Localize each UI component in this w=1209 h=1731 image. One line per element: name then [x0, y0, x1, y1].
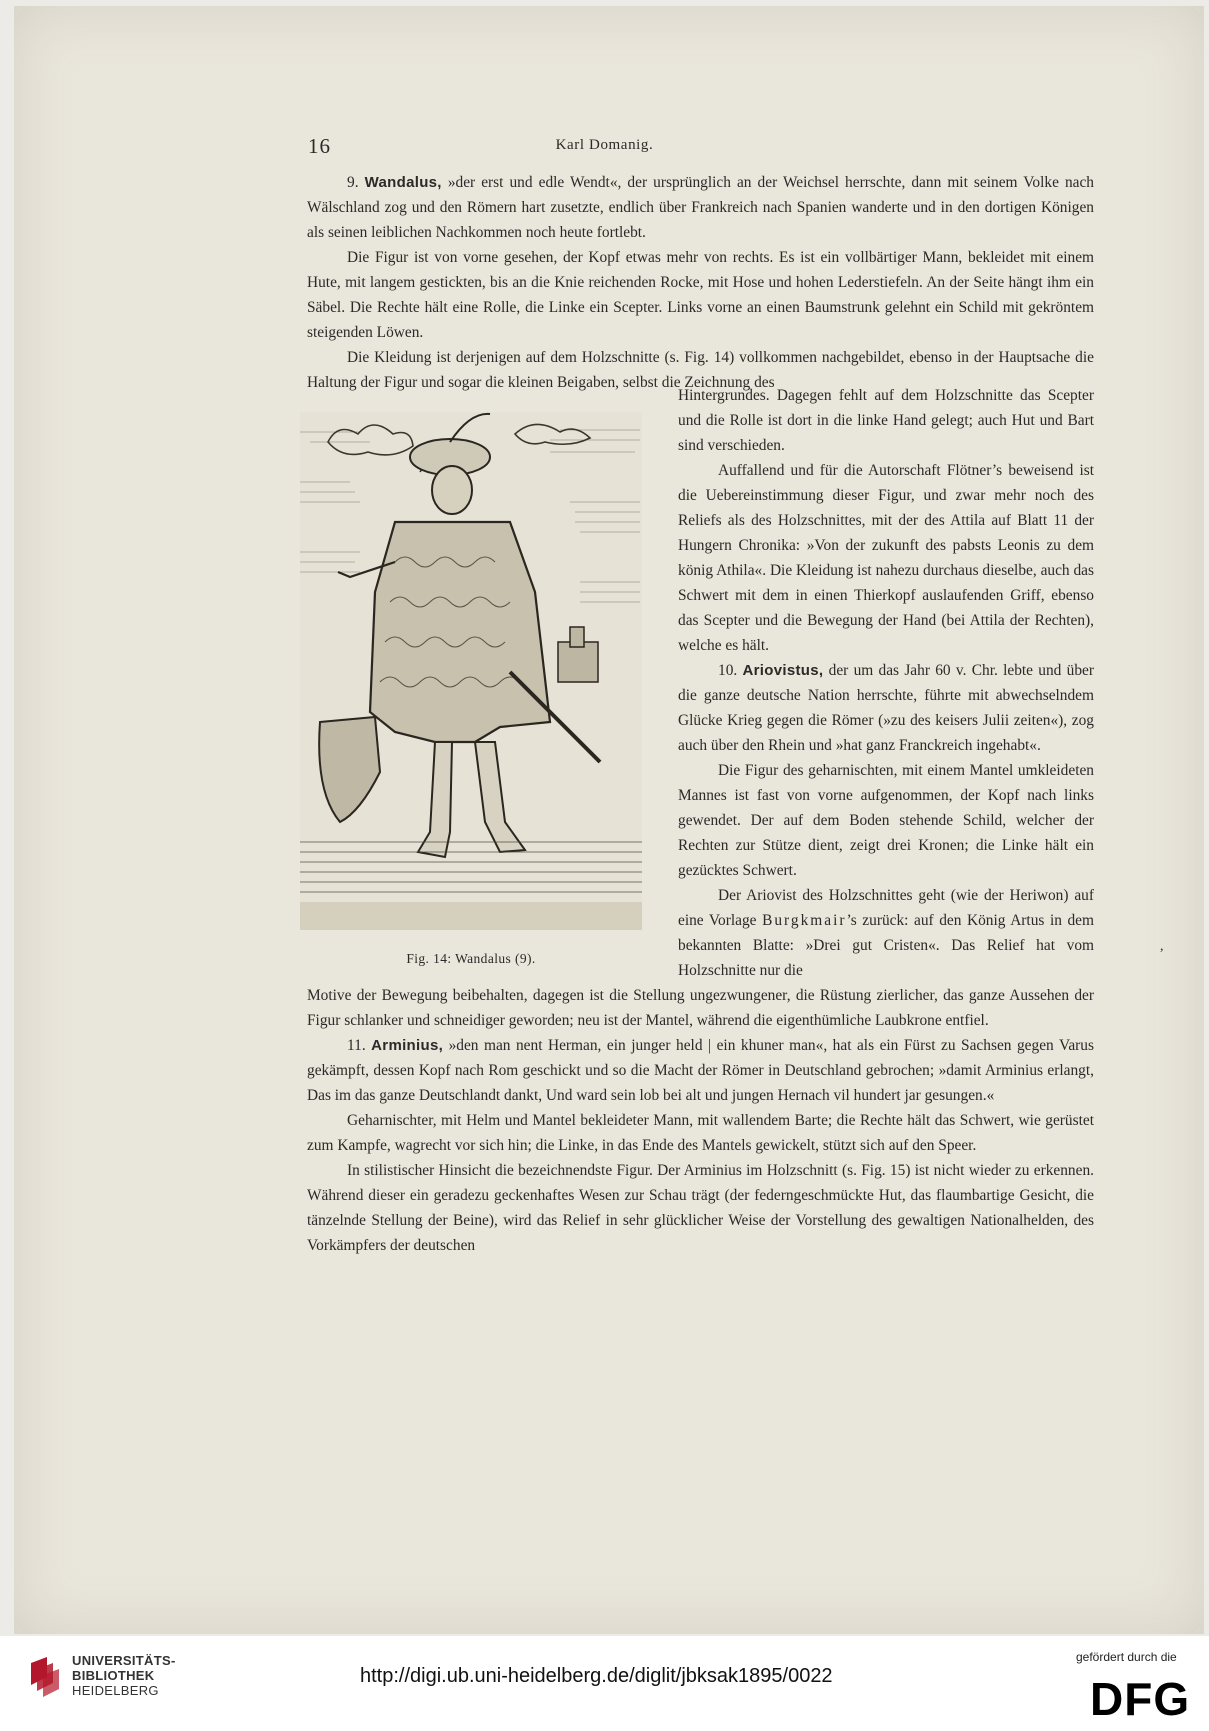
- paragraph-ariovistus: 10. Ariovistus, der um das Jahr 60 v. Chr. lebte und über die ganze deutsche Nation herrschte, führte mit abwechselndem Glücke Krieg gegen die Römer (»zu des keisers Julii zeiten«), zog auch über den Rhein und »hat ganz Franckreich ingehabt«.: [678, 662, 1095, 754]
- running-title: Karl Domanig.: [555, 137, 654, 153]
- funding-label: gefördert durch die: [1076, 1650, 1177, 1664]
- margin-mark: ,: [1160, 939, 1164, 954]
- name-burgkmair: Burgkmair: [762, 912, 847, 929]
- paragraph-kleidung-cont: Hintergrundes. Dagegen fehlt auf dem Holzschnitte das Scepter und die Rolle ist dort in die linke Hand gelegt; auch Hut und Bart sind verschieden.: [678, 387, 1094, 454]
- name-ariovistus: Ariovistus,: [742, 662, 824, 679]
- figure-caption: Fig. 14: Wandalus (9).: [406, 951, 536, 966]
- paragraph-burgkmair-cont: Motive der Bewegung beibehalten, dagegen ist die Stellung ungezwungener, die Rüstung zierlicher, das ganze Aussehen der Figur schlanker und schneidiger geworden; neu ist der Mantel, während die eigenthümliche Laubkrone entfiel.: [307, 987, 1094, 1029]
- text-block-top: [307, 170, 1094, 395]
- paragraph-stilistisch: In stilistischer Hinsicht die bezeichnendste Figur. Der Arminius im Holzschnitt (s. Fig. 15) ist nicht wieder zu erkennen. Während dieser ein geradezu geckenhaftes Wesen zur Schau trägt (der federngeschmückte Hut, das flaumbartige Gesicht, die tänzelnde Stellung der Beine), wird das Relief in sehr glücklicher Weise der Vorstellung des gewaltigen Nationalhelden, des Vorkämpfers der deutschen: [307, 1162, 1094, 1254]
- text-column-right: [678, 383, 1094, 983]
- paragraph-geharnischt: Die Figur des geharnischten, mit einem Mantel umkleideten Mannes ist fast von vorne aufgenommen, der Kopf nach links gewendet. Der auf dem Boden stehende Schild, welcher der Rechten zur Stütze dient, zeigt drei Kronen; die Linke hält ein gezücktes Schwert.: [678, 762, 1094, 879]
- paragraph-burgkmair: Der Ariovist des Holzschnittes geht (wie der Heriwon) auf eine Vorlage Burgkmair’s zurück: auf den König Artus in dem bekannten Blatte: »Drei gut Cristen«. Das Relief hat vom Holzschnitte nur die: [678, 887, 1094, 979]
- figure-head: [432, 466, 472, 514]
- paragraph-wandalus: 9. Wandalus, »der erst und edle Wendt«, der ursprünglich an der Weichsel herrschte, dann mit seinem Volke nach Wälschland zog und den Römern hart zusetzte, endlich über Frankreich nach Spanien wanderte und in den dortigen Königen als seinen leiblichen Nachkommen noch heute fortlebt.: [307, 174, 1095, 241]
- woodcut-illustration: [300, 412, 642, 930]
- paragraph-figure-description: Die Figur ist von vorne gesehen, der Kopf etwas mehr von rechts. Es ist ein vollbärtiger Mann, bekleidet mit einem Hute, mit langem gestickten, bis an die Knie reichenden Rocke, mit Hose und hohen Lederstiefeln. An der Seite hängt ihm ein Säbel. Die Rechte hält eine Rolle, die Linke ein Scepter. Links vorne an einen Baumstrunk gelehnt ein Schild mit gekröntem steigenden Löwen.: [307, 249, 1094, 341]
- ub-heidelberg-logo-icon: [27, 1655, 65, 1699]
- paragraph-arminius: 11. Arminius, »den man nent Herman, ein junger held | ein khuner man«, hat als ein Fürst zu Sachsen gegen Varus gekämpft, dessen Kopf nach Rom geschickt und so die Macht der Römer in Deutschland gebrochen; »damit Arminius erlangt, Das im das ganze Deutschlandt dankt, Und ward sein lob bei alt und jungen Hernach vil hundert jar gesungen.«: [307, 1037, 1094, 1104]
- permalink-url[interactable]: http://digi.ub.uni-heidelberg.de/diglit/jbksak1895/0022: [360, 1665, 833, 1687]
- paragraph-kleidung: Die Kleidung ist derjenigen auf dem Holzschnitte (s. Fig. 14) vollkommen nachgebildet, ebenso in der Hauptsache die Haltung der Figur und sogar die kleinen Beigaben, selbst die Zeichnung des: [307, 349, 1094, 391]
- paragraph-autorschaft: Auffallend und für die Autorschaft Flötner’s beweisend ist die Uebereinstimmung dieser Figur, und zwar mehr noch des Reliefs als des Holzschnittes, mit der des Attila auf Blatt 11 der Hungern Chronika: »Von der zukunft des pabsts Leonis zu dem könig Athila«. Die Kleidung ist nahezu durchaus dieselbe, auch das Schwert mit dem in einen Thierkopf auslaufenden Griff, ebenso das Scepter und die Bewegung der Hand (bei Attila der Rechten), welche es hält.: [678, 462, 1094, 654]
- page-number: 16: [308, 134, 331, 158]
- dfg-logo: DFG: [1090, 1673, 1191, 1725]
- name-arminius: Arminius,: [371, 1037, 444, 1054]
- paragraph-arminius-figure: Geharnischter, mit Helm und Mantel bekleideter Mann, mit wallendem Barte; die Rechte hält das Schwert, wie gerüstet zum Kampfe, wagrecht vor sich hin; die Linke, in das Ende des Mantels gewickelt, stützt sich auf den Speer.: [307, 1112, 1094, 1154]
- name-wandalus: Wandalus,: [364, 174, 442, 191]
- text-block-bottom: [307, 983, 1094, 1258]
- ub-heidelberg-wordmark: UNIVERSITÄTS- BIBLIOTHEK HEIDELBERG: [72, 1653, 176, 1698]
